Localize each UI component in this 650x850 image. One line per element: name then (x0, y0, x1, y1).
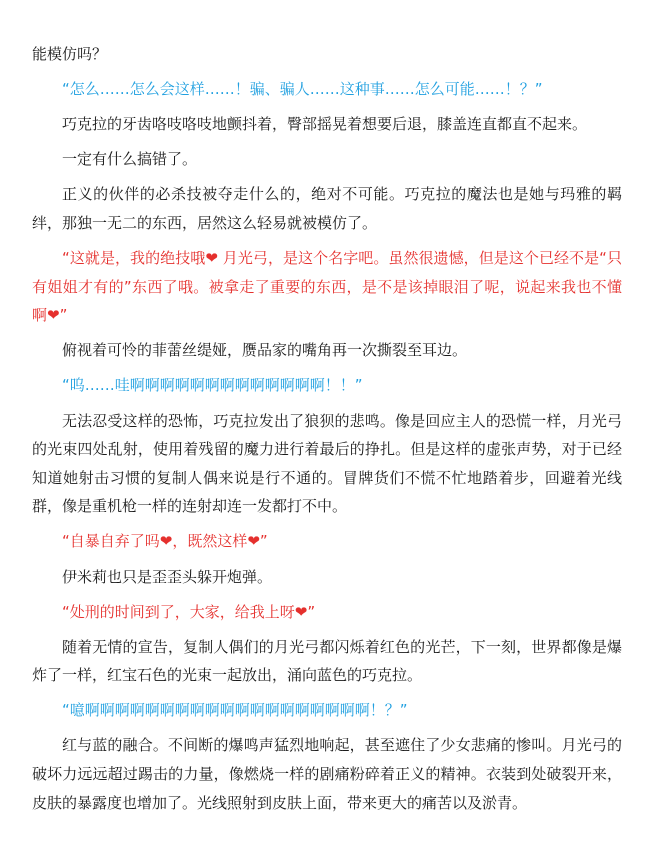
paragraph-speech-blue: “呜……哇啊啊啊啊啊啊啊啊啊啊啊啊啊！！” (62, 376, 363, 395)
paragraph-narration: 无法忍受这样的恐怖，巧克拉发出了狼狈的悲鸣。像是回应主人的恐慌一样，月光弓的光束四处乱射，使用着残留的魔力进行着最后的挣扎。但是这样的虚张声势，对于已经知道她射击习惯的复制人偶来说是行不通的。冒牌货们不慌不忙地踏着步，回避着光线群，像是重机枪一样的连射却连一发都打不中。 (32, 411, 622, 516)
paragraph-narration: 伊米莉也只是歪歪头躲开炮弹。 (62, 567, 273, 586)
paragraph-narration: 红与蓝的融合。不间断的爆鸣声猛烈地响起，甚至遮住了少女悲痛的惨叫。月光弓的破坏力远远超过踢击的力量，像燃烧一样的剧痛粉碎着正义的精神。衣装到处破裂开来，皮肤的暴露度也增加了。光线照射到皮肤上面，带来更大的痛苦以及淤青。 (32, 736, 622, 812)
paragraph-narration: 巧克拉的牙齿咯吱咯吱地颤抖着，臀部摇晃着想要后退，膝盖连直都直不起来。 (62, 115, 588, 134)
paragraph-narration: 正义的伙伴的必杀技被夺走什么的，绝对不可能。巧克拉的魔法也是她与玛雅的羁绊，那独一无二的东西，居然这么轻易就被模仿了。 (32, 185, 622, 232)
paragraph-narration: 俯视着可怜的菲蕾丝缇娅，赝品家的嘴角再一次撕裂至耳边。 (62, 341, 468, 360)
paragraph-speech-blue: “噫啊啊啊啊啊啊啊啊啊啊啊啊啊啊啊啊啊啊啊！？” (62, 701, 408, 720)
paragraph-speech-blue: “怎么……怎么会这样……！骗、骗人……这种事……怎么可能……！？” (62, 80, 543, 99)
paragraph-speech-red: “这就是，我的绝技哦❤ 月光弓，是这个名字吧。虽然很遗憾，但是这个已经不是“只有姐姐才有的”东西了哦。被拿走了重要的东西，是不是该掉眼泪了呢，说起来我也不懂啊❤” (32, 249, 622, 325)
paragraph-narration: 能模仿吗？ (32, 45, 108, 63)
paragraph-speech-red: “自暴自弃了吗❤，既然这样❤” (62, 532, 268, 551)
paragraph-narration: 一定有什么搞错了。 (62, 150, 198, 169)
document-page (32, 40, 622, 824)
paragraph-speech-red: “处刑的时间到了，大家，给我上呀❤” (62, 602, 316, 621)
paragraph-narration: 随着无情的宣告，复制人偶们的月光弓都闪烁着红色的光芒，下一刻，世界都像是爆炸了一样，红宝石色的光束一起放出，涌向蓝色的巧克拉。 (32, 637, 622, 685)
